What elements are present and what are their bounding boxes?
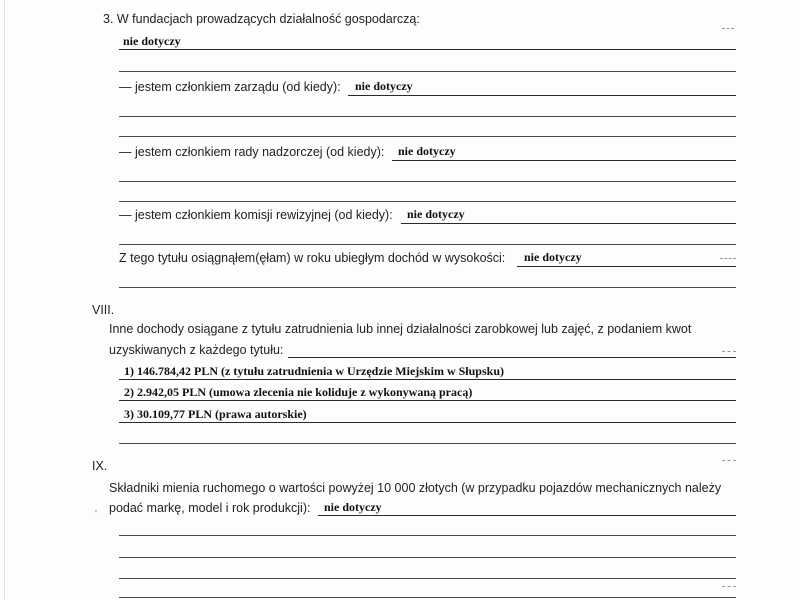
zarzad-value: nie dotyczy	[355, 79, 413, 93]
answer-line	[119, 201, 736, 202]
section-viii-numeral: VIII.	[92, 303, 115, 317]
answer-line	[392, 160, 736, 161]
section-ix-numeral: IX.	[92, 459, 108, 473]
section-viii-line2: uzyskiwanych z każdego tytułu:	[109, 343, 284, 357]
section-ix-line1: Składniki mienia ruchomego o wartości powyżej 10 000 złotych (w przypadku pojazdów mechanicznych należy	[109, 481, 722, 495]
scan-artifact	[722, 28, 734, 29]
answer-line	[401, 223, 736, 224]
scan-artifact	[722, 460, 736, 461]
rada-label: — jestem członkiem rady nadzorczej (od kiedy):	[119, 145, 385, 159]
scan-artifact	[722, 351, 736, 352]
section-3-heading: 3. W fundacjach prowadzących działalność gospodarczą:	[103, 12, 420, 26]
answer-line	[119, 400, 736, 401]
income-entry-1: 1) 146.784,42 PLN (z tytułu zatrudnienia w Urzędzie Miejskim w Słupsku)	[124, 364, 504, 378]
answer-line	[119, 578, 736, 579]
answer-line	[119, 116, 736, 117]
income-entry-2: 2) 2.942,05 PLN (umowa zlecenia nie koliduje z wykonywaną pracą)	[124, 385, 473, 399]
answer-line	[348, 95, 736, 96]
section-viii-line1: Inne dochody osiągane z tytułu zatrudnienia lub innej działalności zarobkowej lub zajęć, z podaniem kwot	[109, 322, 692, 336]
answer-line	[119, 535, 736, 536]
komisja-label: — jestem członkiem komisji rewizyjnej (od kiedy):	[119, 208, 393, 222]
answer-line	[119, 136, 736, 137]
answer-line	[119, 597, 736, 598]
answer-line	[119, 379, 736, 380]
rada-value: nie dotyczy	[398, 144, 456, 158]
answer-line	[119, 557, 736, 558]
income-entry-3: 3) 30.109,77 PLN (prawa autorskie)	[124, 407, 307, 421]
answer-line	[119, 287, 736, 288]
section-3-answer: nie dotyczy	[123, 34, 181, 48]
scan-edge	[4, 0, 5, 600]
section-ix-line2: podać markę, model i rok produkcji):	[109, 501, 311, 515]
answer-line	[119, 49, 736, 50]
scan-artifact	[720, 258, 736, 259]
answer-line	[119, 422, 736, 423]
answer-line	[119, 244, 736, 245]
answer-line	[119, 443, 736, 444]
komisja-value: nie dotyczy	[407, 207, 465, 221]
answer-line	[517, 266, 736, 267]
scan-artifact	[722, 586, 736, 587]
scan-artifact: '	[95, 509, 97, 520]
answer-line	[119, 71, 736, 72]
dochod-label: Z tego tytułu osiągnąłem(ęłam) w roku ubiegłym dochód w wysokości:	[119, 251, 506, 265]
answer-line	[288, 357, 736, 358]
answer-line	[119, 181, 736, 182]
dochod-value: nie dotyczy	[524, 250, 582, 264]
section-ix-answer: nie dotyczy	[324, 500, 382, 514]
zarzad-label: — jestem członkiem zarządu (od kiedy):	[119, 80, 341, 94]
answer-line	[318, 515, 736, 516]
